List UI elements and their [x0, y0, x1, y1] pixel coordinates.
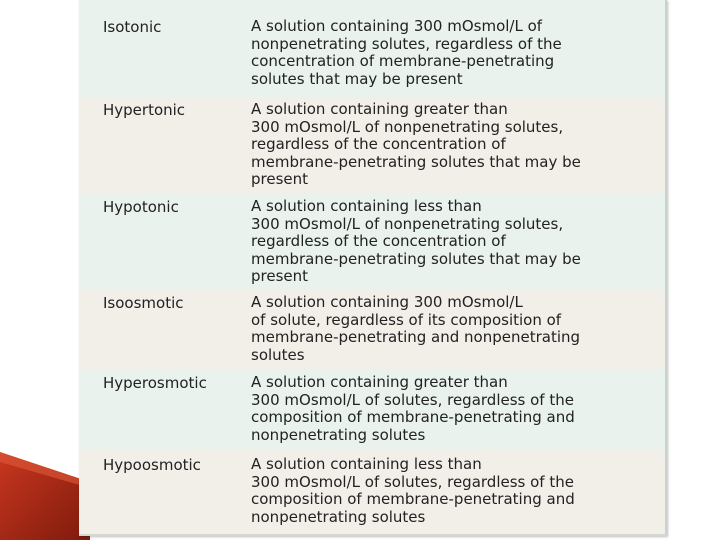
definition-line: 300 mOsmol/L of nonpenetrating solutes,: [251, 117, 564, 136]
table-row: [79, 0, 665, 98]
definition-line: nonpenetrating solutes: [251, 425, 426, 444]
definition-line: regardless of the concentration of: [251, 135, 506, 153]
term-definition: [251, 101, 647, 189]
definition-line: present: [251, 170, 309, 188]
table-row: [79, 98, 665, 194]
definition-line: A solution containing greater than: [251, 100, 508, 118]
definition-line: solutes that may be present: [251, 69, 463, 88]
definition-line: A solution containing less than: [251, 197, 482, 215]
definition-line: A solution containing 300 mOsmol/L of: [251, 17, 543, 35]
term-definition: [251, 294, 647, 364]
term-definition: [251, 456, 647, 526]
definition-line: 300 mOsmol/L of solutes, regardless of the: [251, 390, 574, 409]
term-label: Hypotonic: [103, 198, 179, 216]
definition-line: 300 mOsmol/L of nonpenetrating solutes,: [251, 214, 564, 233]
definition-line: membrane-penetrating solutes that may be: [251, 152, 581, 171]
table-row: [79, 194, 665, 290]
definition-line: composition of membrane-penetrating and: [251, 490, 575, 508]
term-definition: [251, 18, 647, 88]
definition-line: composition of membrane-penetrating and: [251, 408, 575, 426]
osmolarity-tonicity-table: [79, 0, 667, 536]
table-row: [79, 370, 665, 450]
red-corner-decoration: [0, 452, 90, 540]
definition-line: regardless of the concentration of: [251, 232, 506, 250]
definition-line: membrane-penetrating solutes that may be: [251, 249, 581, 268]
table-row: [79, 450, 665, 534]
term-definition: [251, 198, 647, 286]
definition-line: A solution containing less than: [251, 455, 482, 473]
term-label: Hyperosmotic: [103, 374, 207, 392]
definition-line: nonpenetrating solutes: [251, 507, 426, 526]
definition-line: A solution containing 300 mOsmol/L: [251, 293, 523, 311]
definition-line: of solute, regardless of its composition of: [251, 310, 562, 329]
definition-line: membrane-penetrating and nonpenetrating: [251, 328, 581, 346]
table-row: [79, 290, 665, 370]
term-label: Isotonic: [103, 18, 162, 36]
term-label: Isoosmotic: [103, 294, 184, 312]
definition-line: 300 mOsmol/L of solutes, regardless of the: [251, 472, 574, 491]
definition-line: concentration of membrane-penetrating: [251, 52, 555, 70]
definition-line: nonpenetrating solutes, regardless of the: [251, 34, 562, 53]
term-definition: [251, 374, 647, 444]
term-label: Hypoosmotic: [103, 456, 201, 474]
definition-line: present: [251, 267, 309, 285]
term-label: Hypertonic: [103, 101, 186, 119]
definition-line: solutes: [251, 345, 305, 364]
definition-line: A solution containing greater than: [251, 373, 508, 391]
